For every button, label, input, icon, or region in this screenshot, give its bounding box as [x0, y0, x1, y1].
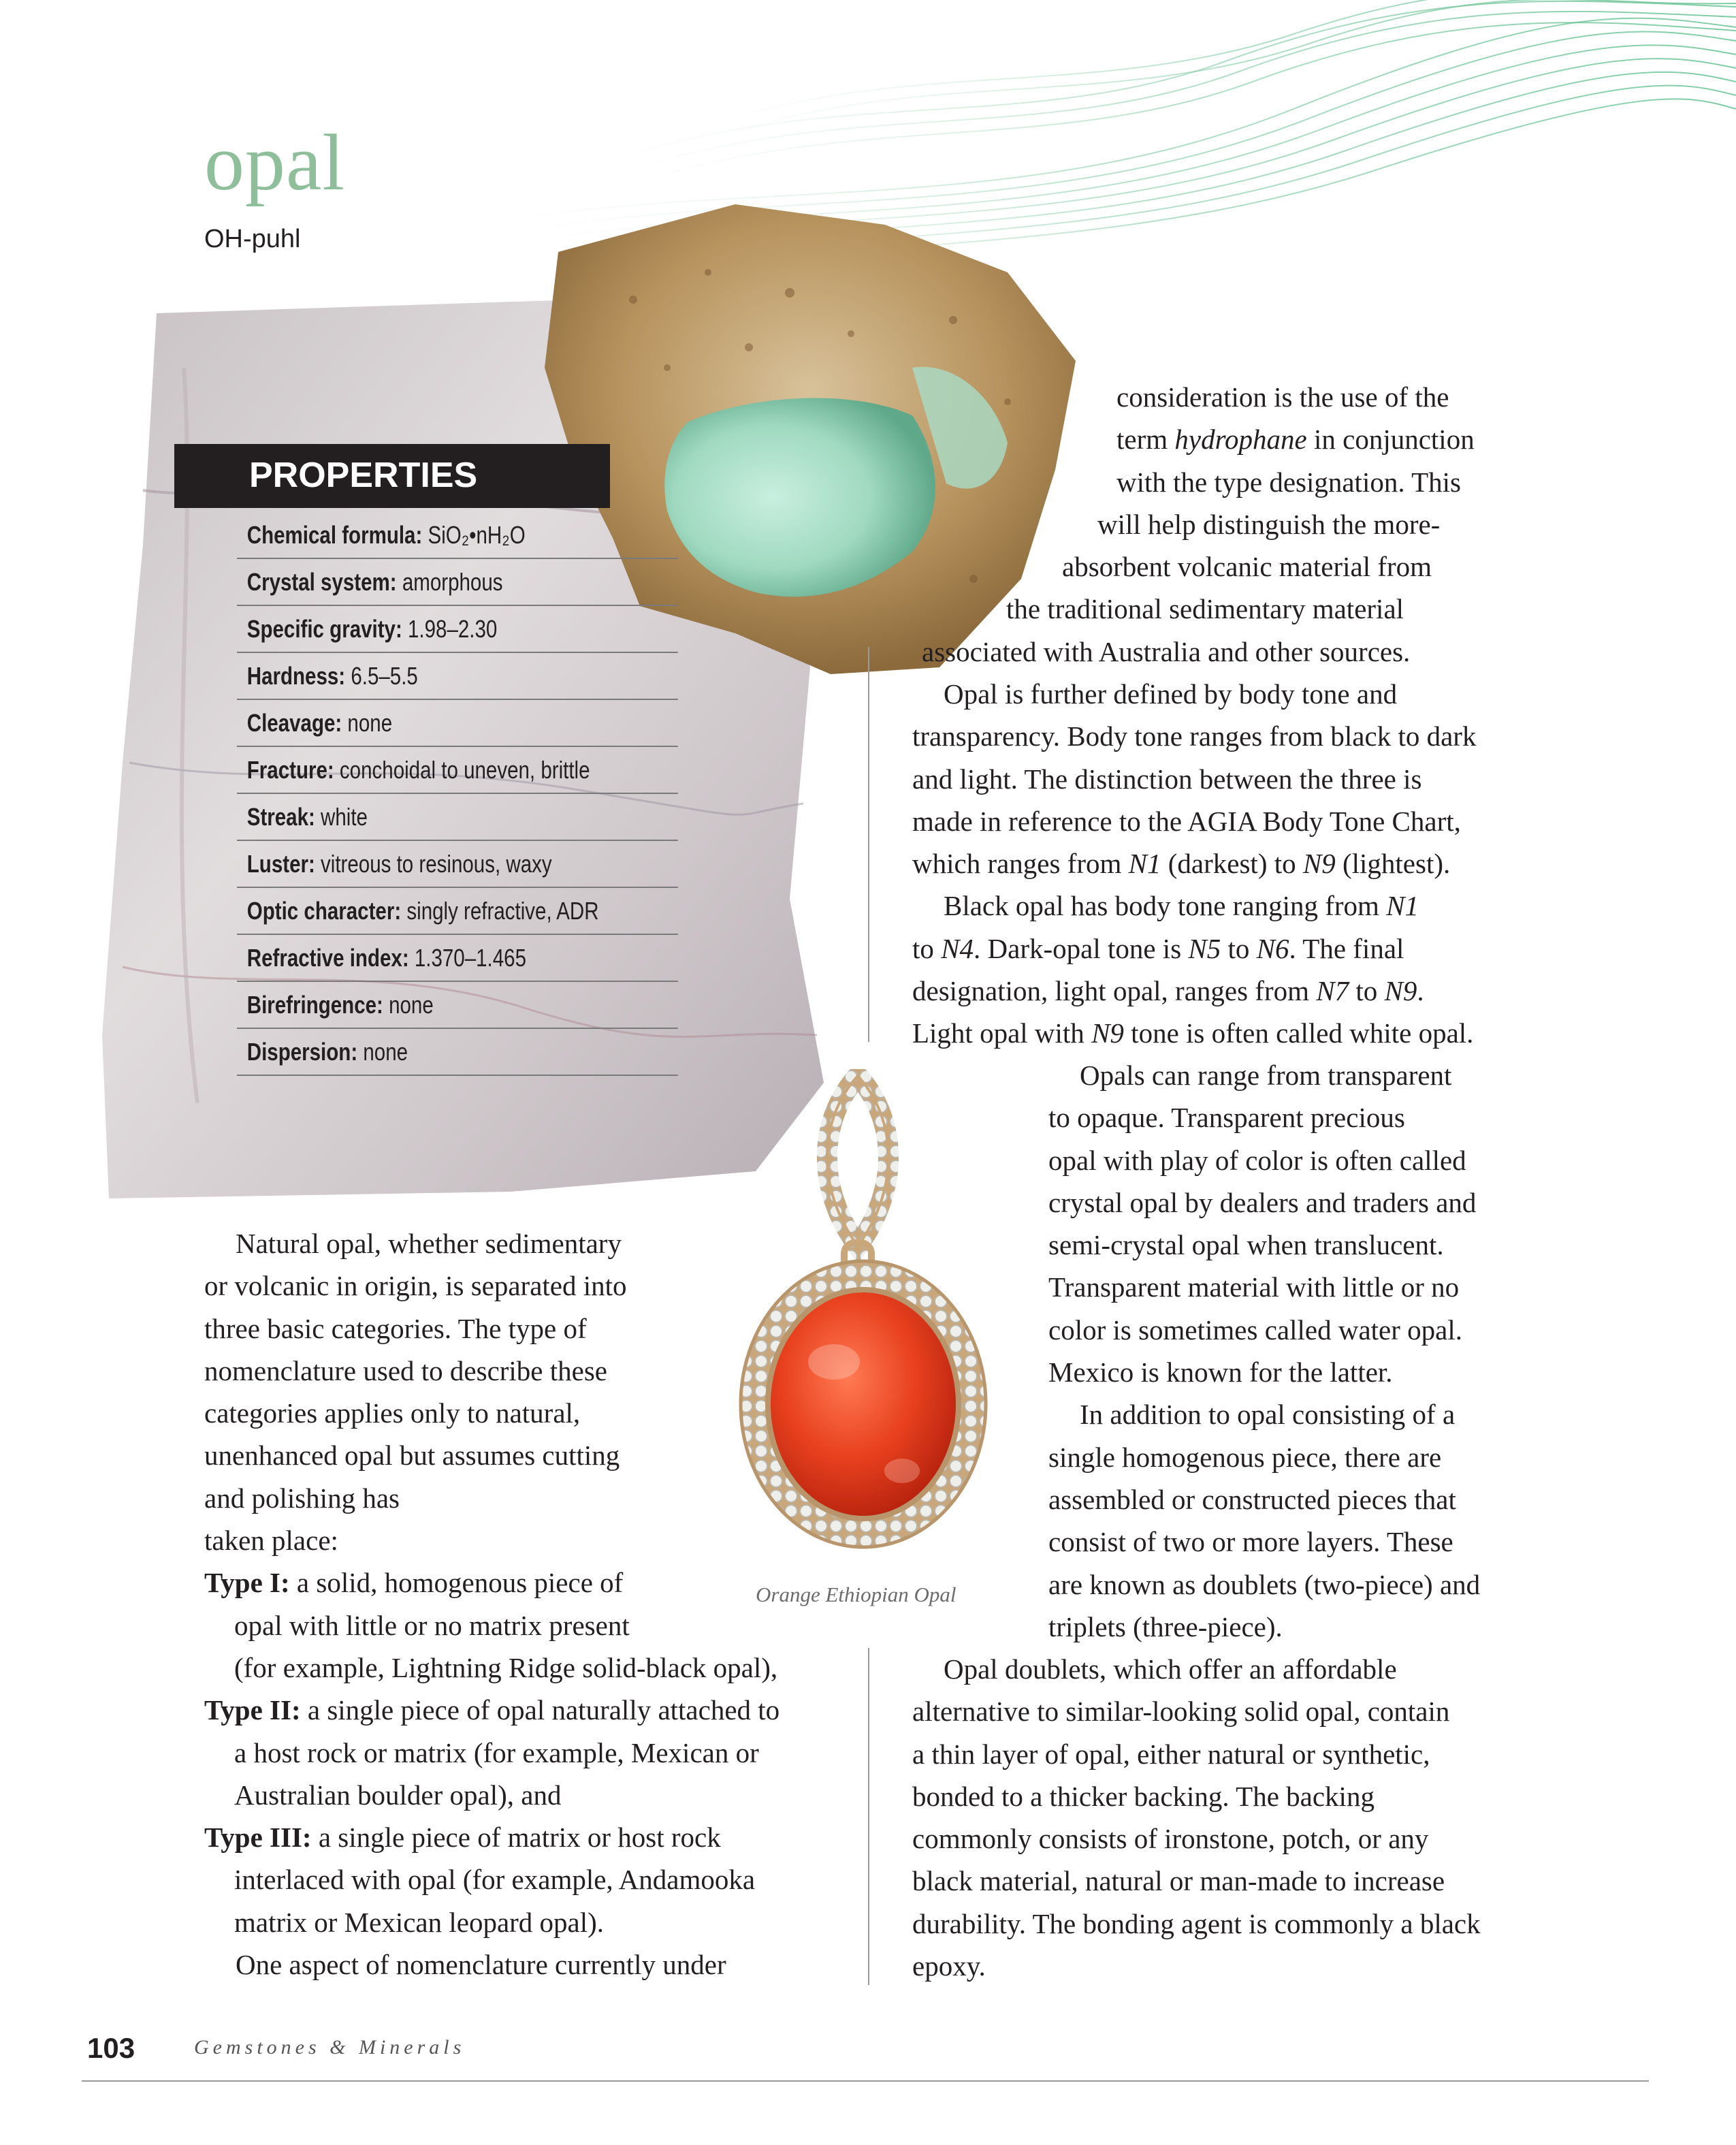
type-label: Type II: — [204, 1694, 301, 1726]
text-line: to opaque. Transparent precious — [1048, 1102, 1405, 1134]
tone-code: N9 — [1302, 848, 1336, 880]
text-line: commonly consists of ironstone, potch, or any — [912, 1823, 1429, 1855]
column-divider — [868, 647, 869, 1042]
text-line: semi-crystal opal when translucent. — [1048, 1229, 1444, 1261]
text-line: durability. The bonding agent is commonly a black — [912, 1907, 1481, 1939]
pronunciation: OH-puhl — [204, 225, 301, 253]
text-line — [204, 1689, 858, 1731]
property-value: amorphous — [402, 568, 503, 596]
text-line: with the type designation. This — [1116, 466, 1461, 498]
property-value: singly refractive, ADR — [406, 897, 599, 925]
text-line: Opal doublets, which offer an affordable — [944, 1653, 1397, 1685]
text-line: are known as doublets (two-piece) and — [1048, 1568, 1481, 1600]
text-line: and polishing has — [204, 1482, 400, 1514]
property-label: Optic character: — [246, 897, 402, 925]
text-line: alternative to similar-looking solid opal, contain — [912, 1696, 1450, 1728]
text-line: consideration is the use of the — [1116, 381, 1449, 413]
footer-rule — [82, 2080, 1649, 2082]
property-label: Chemical formula: — [246, 521, 423, 549]
text-line: a host rock or matrix (for example, Mexican or — [234, 1736, 759, 1768]
text-line: bonded to a thicker backing. The backing — [912, 1780, 1375, 1812]
page-title: opal — [204, 118, 346, 207]
text-line: Australian boulder opal), and — [234, 1779, 562, 1811]
text-line: nomenclature used to describe these — [204, 1354, 607, 1386]
hydrophane-term: hydrophane — [1174, 424, 1307, 456]
text-span: (darkest) to — [1161, 848, 1303, 880]
text-line: a thin layer of opal, either natural or synthetic, — [912, 1738, 1430, 1770]
text-line: interlaced with opal (for example, Andamooka — [234, 1864, 756, 1896]
text-line: Opals can range from transparent — [1080, 1060, 1452, 1091]
text-span: term — [1116, 424, 1175, 456]
text-span: designation, light opal, ranges from — [912, 975, 1317, 1007]
tone-code: N9 — [1384, 975, 1417, 1007]
property-row — [237, 653, 678, 700]
text-line: associated with Australia and other sources. — [922, 635, 1411, 667]
property-row — [237, 1029, 678, 1076]
orange-opal-pendant-image — [739, 1069, 1011, 1566]
tone-code: N4 — [941, 932, 974, 964]
property-row — [237, 794, 678, 841]
right-column-top-text — [919, 376, 1532, 673]
transparency-paragraph — [1048, 1054, 1525, 1648]
property-label: Hardness: — [246, 662, 346, 690]
properties-heading: PROPERTIES — [249, 456, 478, 495]
tone-code: N9 — [1091, 1017, 1124, 1049]
text-span: Black opal has body tone ranging from — [944, 890, 1387, 922]
text-span: a single piece of opal naturally attached to — [300, 1694, 780, 1726]
text-span: to — [1221, 932, 1257, 964]
text-span: a single piece of matrix or host rock — [311, 1822, 721, 1854]
text-line: assembled or constructed pieces that — [1048, 1483, 1456, 1515]
property-label: Fracture: — [246, 756, 334, 784]
text-span: to — [912, 932, 942, 964]
text-line: Transparent material with little or no — [1048, 1271, 1460, 1303]
property-value: conchoidal to uneven, brittle — [339, 756, 590, 784]
text-line: taken place: — [204, 1525, 338, 1557]
text-line: In addition to opal consisting of a — [1080, 1399, 1456, 1431]
text-line: matrix or Mexican leopard opal). — [234, 1906, 605, 1938]
text-line: epoxy. — [912, 1950, 986, 1982]
property-row — [237, 841, 678, 888]
text-line: three basic categories. The type of — [204, 1312, 587, 1344]
type-label: Type I: — [204, 1567, 290, 1599]
text-span: (lightest). — [1335, 848, 1451, 880]
column-divider — [868, 1648, 869, 1985]
text-span: Light opal with — [912, 1017, 1092, 1049]
type-label: Type III: — [204, 1822, 312, 1854]
tone-code: N7 — [1316, 975, 1349, 1007]
property-row — [237, 982, 678, 1029]
property-row — [237, 559, 678, 606]
property-value: 1.370–1.465 — [414, 944, 527, 972]
text-line: made in reference to the AGIA Body Tone Chart, — [912, 805, 1461, 837]
property-label: Specific gravity: — [246, 615, 402, 643]
text-line — [912, 842, 1525, 885]
text-line — [912, 927, 1525, 970]
text-line: Mexico is known for the latter. — [1048, 1356, 1393, 1388]
property-label: Dispersion: — [246, 1038, 358, 1066]
text-span: . Dark-opal tone is — [974, 932, 1189, 964]
tone-code: N5 — [1188, 932, 1221, 964]
property-label: Crystal system: — [246, 568, 397, 596]
text-line: opal with little or no matrix present — [234, 1609, 630, 1641]
property-label: Cleavage: — [246, 709, 342, 737]
property-value: SiO₂•nH₂O — [428, 521, 526, 549]
tone-code: N1 — [1128, 848, 1161, 880]
text-line: absorbent volcanic material from — [1062, 551, 1432, 583]
property-row — [237, 888, 678, 935]
text-line: and light. The distinction between the three is — [912, 763, 1422, 795]
text-line: Natural opal, whether sedimentary — [236, 1228, 622, 1259]
text-span: which ranges from — [912, 848, 1129, 880]
property-row — [237, 606, 678, 653]
property-value: vitreous to resinous, waxy — [321, 850, 552, 878]
text-line — [912, 1012, 1525, 1054]
text-line: will help distinguish the more- — [1097, 508, 1441, 540]
property-label: Birefringence: — [246, 991, 383, 1019]
text-line — [912, 885, 1525, 927]
property-label: Streak: — [246, 803, 315, 831]
text-line: the traditional sedimentary material — [1006, 593, 1404, 625]
text-line — [204, 1816, 858, 1858]
text-line: opal with play of color is often called — [1048, 1144, 1466, 1176]
property-value: white — [321, 803, 368, 831]
text-line — [919, 418, 1532, 460]
property-label: Luster: — [246, 850, 315, 878]
tone-code: N1 — [1386, 890, 1419, 922]
text-line: single homogenous piece, there are — [1048, 1441, 1442, 1473]
property-value: none — [389, 991, 434, 1019]
property-row — [237, 700, 678, 747]
property-row — [237, 935, 678, 982]
text-line: One aspect of nomenclature currently under — [236, 1949, 726, 1981]
text-line: Opal is further defined by body tone and — [944, 678, 1398, 710]
text-span: . — [1417, 975, 1424, 1007]
property-label: Refractive index: — [246, 944, 409, 972]
doublet-paragraph — [912, 1648, 1525, 1987]
body-tone-paragraph — [912, 673, 1525, 1055]
text-line: categories applies only to natural, — [204, 1397, 581, 1429]
text-span: to — [1349, 975, 1385, 1007]
text-line: black material, natural or man-made to increase — [912, 1865, 1445, 1897]
properties-list — [237, 512, 679, 1076]
property-row — [237, 512, 678, 559]
running-footer-title: Gemstones & Minerals — [194, 2036, 466, 2059]
text-line: triplets (three-piece). — [1048, 1610, 1283, 1642]
text-line: unenhanced opal but assumes cutting — [204, 1440, 620, 1472]
text-line: or volcanic in origin, is separated into — [204, 1270, 627, 1302]
page-number: 103 — [87, 2032, 135, 2064]
text-line: transparency. Body tone ranges from black to dark — [912, 720, 1477, 752]
text-span: a solid, homogenous piece of — [289, 1567, 624, 1599]
text-span: . The final — [1289, 932, 1404, 964]
property-value: none — [347, 709, 393, 737]
property-value: 6.5–5.5 — [351, 662, 418, 690]
text-line: color is sometimes called water opal. — [1048, 1314, 1462, 1346]
image-caption: Orange Ethiopian Opal — [756, 1583, 957, 1606]
property-value: 1.98–2.30 — [408, 615, 498, 643]
text-line: crystal opal by dealers and traders and — [1048, 1186, 1477, 1218]
property-value: none — [363, 1038, 408, 1066]
text-line: (for example, Lightning Ridge solid-black opal), — [234, 1651, 778, 1683]
tone-code: N6 — [1256, 932, 1289, 964]
text-line: consist of two or more layers. These — [1048, 1526, 1453, 1558]
property-row — [237, 747, 678, 794]
text-span: in conjunction — [1306, 424, 1475, 456]
text-line — [912, 970, 1525, 1012]
text-span: tone is often called white opal. — [1123, 1017, 1474, 1049]
